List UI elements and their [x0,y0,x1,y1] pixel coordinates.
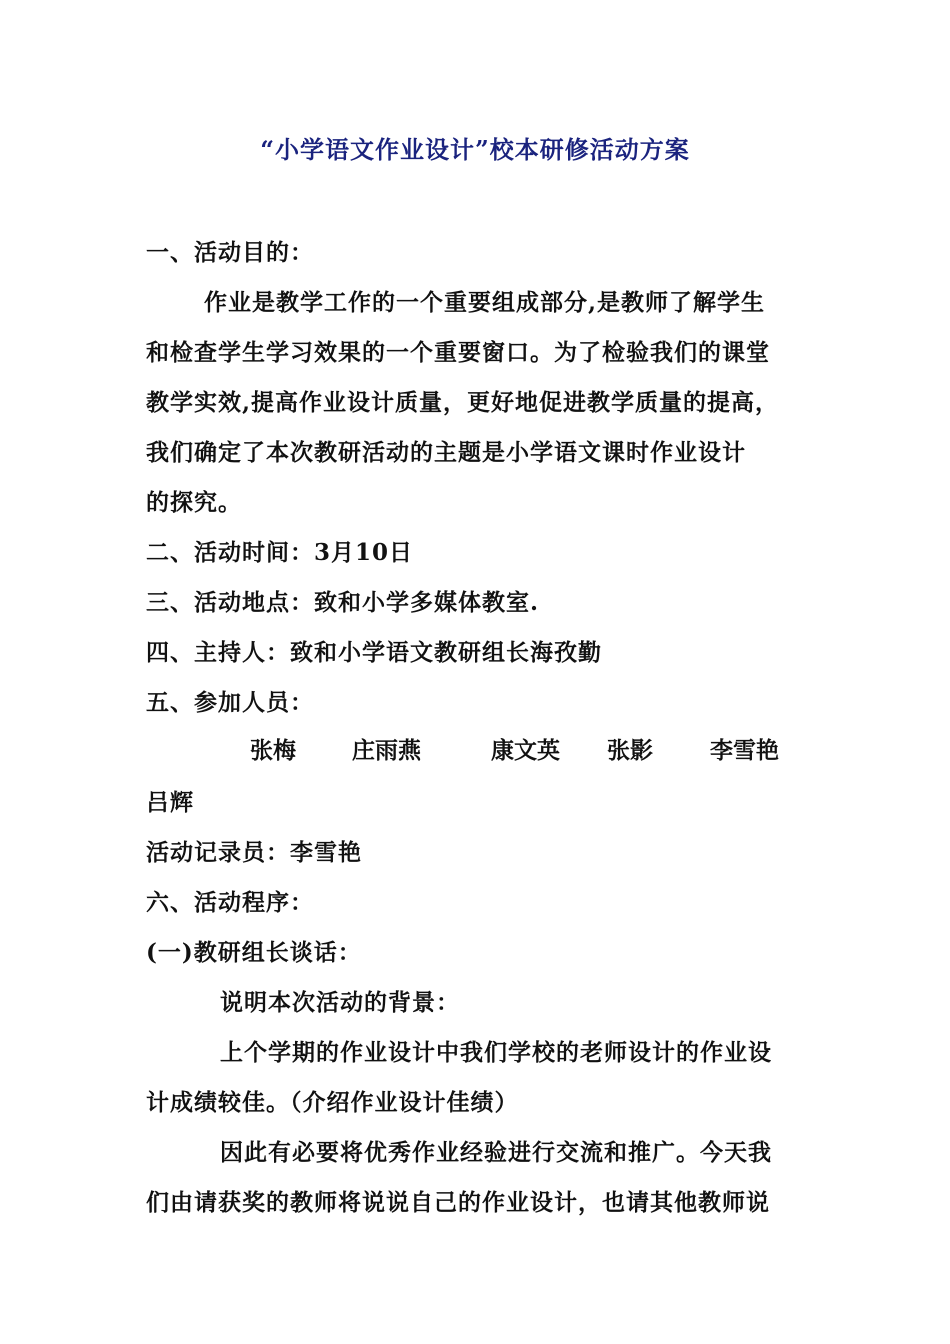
subsection-heading: (一)教研组长谈话： [146,939,362,966]
participant-name: 庄雨燕 [352,737,421,764]
document-title: “小学语文作业设计”校本研修活动方案 [260,135,690,164]
participant-name: 康文英 [491,737,560,764]
paragraph-line: 说明本次活动的背景： [220,989,460,1016]
paragraph-line: 教学实效,提高作业设计质量，更好地促进教学质量的提高， [146,389,780,416]
section-time: 二、活动时间：3月10日 [146,539,414,566]
paragraph-line: 作业是教学工作的一个重要组成部分,是教师了解学生 [204,289,766,316]
participant-name: 吕辉 [146,789,194,816]
paragraph-line: 因此有必要将优秀作业经验进行交流和推广。今天我 [220,1139,772,1166]
paragraph-line: 我们确定了本次教研活动的主题是小学语文课时作业设计 [146,439,746,466]
section-participants: 五、参加人员： [146,689,314,716]
section-location: 三、活动地点：致和小学多媒体教室. [146,589,540,616]
paragraph-line: 计成绩较佳。（介绍作业设计佳绩） [146,1089,519,1116]
paragraph-line: 上个学期的作业设计中我们学校的老师设计的作业设 [220,1039,772,1066]
recorder-line: 活动记录员：李雪艳 [146,839,362,866]
participant-name: 李雪艳 [710,737,779,764]
participant-name: 张影 [607,737,653,764]
section-heading-purpose: 一、活动目的： [146,239,314,266]
paragraph-line: 们由请获奖的教师将说说自己的作业设计，也请其他教师说 [146,1189,770,1216]
section-host: 四、主持人：致和小学语文教研组长海孜勤 [146,639,602,666]
section-procedure: 六、活动程序： [146,889,314,916]
participant-name: 张梅 [250,737,296,764]
paragraph-line: 和检查学生学习效果的一个重要窗口。为了检验我们的课堂 [146,339,770,366]
paragraph-line: 的探究。 [146,489,242,516]
